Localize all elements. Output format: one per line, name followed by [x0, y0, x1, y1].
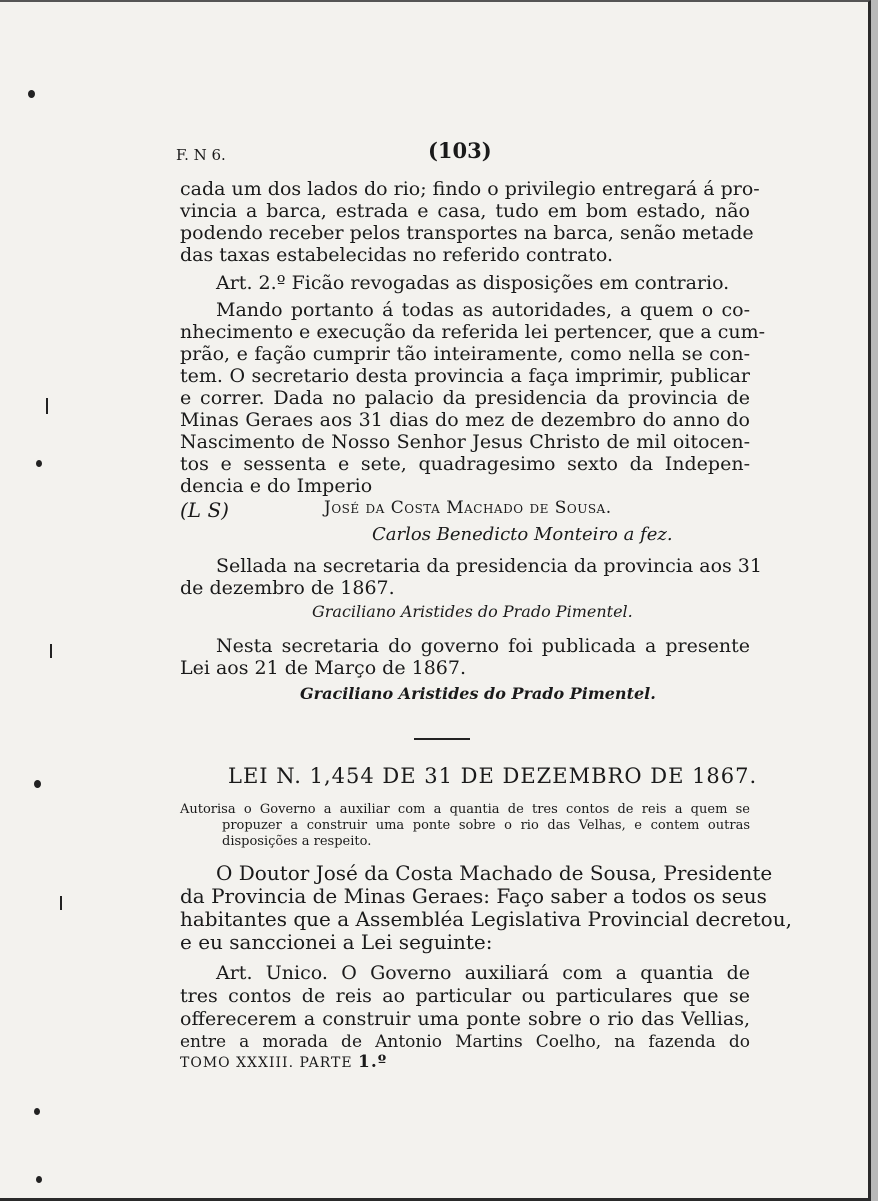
signatory-name: José da Costa Machado de Sousa. — [324, 498, 612, 518]
law-summary-line: disposições a respeito. — [222, 834, 372, 849]
text-line: vincia a barca, estrada e casa, tudo em bom estado, não — [180, 200, 750, 222]
text-line: dencia e do Imperio — [180, 475, 373, 497]
volume-footer — [180, 1052, 387, 1072]
article-2: Art. 2.º Ficão revogadas as disposições em contrario. — [216, 272, 730, 294]
text-line: offerecerem a construir uma ponte sobre o rio das Vellias, — [180, 1008, 750, 1030]
law-title: LEI N. 1,454 DE 31 DE DEZEMBRO DE 1867. — [228, 764, 758, 788]
text-line: Mando portanto á todas as autoridades, a quem o co- — [216, 299, 750, 321]
scan-speck — [28, 90, 35, 98]
scan-speck — [36, 460, 42, 467]
text-line: Nesta secretaria do governo foi publicada a presente — [216, 635, 750, 657]
clerk-note: Carlos Benedicto Monteiro a fez. — [372, 524, 673, 545]
text-line: Minas Geraes aos 31 dias do mez de dezembro do anno do — [180, 409, 750, 431]
text-line: habitantes que a Assembléa Legislativa Provincial decretou, — [180, 907, 792, 931]
text-line: tres contos de reis ao particular ou particulares que se — [180, 985, 750, 1007]
volume-label: TOMO XXXIII. PARTE — [180, 1055, 353, 1071]
margin-mark — [60, 896, 62, 910]
scan-speck — [34, 780, 41, 788]
section-divider — [414, 738, 470, 740]
law-summary-line: Autorisa o Governo a auxiliar com a quantia de tres contos de reis a quem se — [180, 802, 750, 817]
scan-speck — [36, 1176, 42, 1183]
text-line: e correr. Dada no palacio da presidencia da provincia de — [180, 387, 750, 409]
text-line: Lei aos 21 de Março de 1867. — [180, 657, 467, 679]
text-line: Nascimento de Nosso Senhor Jesus Christo de mil oitocen- — [180, 431, 750, 453]
scan-speck — [34, 1108, 40, 1115]
text-line: entre a morada de Antonio Martins Coelho, na fazenda do — [180, 1032, 750, 1052]
text-line: tos e sessenta e sete, quadragesimo sexto da Indepen- — [180, 453, 750, 475]
text-line: O Doutor José da Costa Machado de Sousa, Presidente — [216, 861, 773, 885]
text-line: e eu sanccionei a Lei seguinte: — [180, 930, 493, 954]
signature-mark: F. N 6. — [176, 146, 226, 164]
part-number: 1.º — [358, 1052, 388, 1072]
page-number: (103) — [428, 138, 492, 163]
text-line: de dezembro de 1867. — [180, 577, 395, 599]
text-line: Sellada na secretaria da presidencia da provincia aos 31 — [216, 555, 762, 577]
text-line: prão, e fação cumprir tão inteiramente, como nella se con- — [180, 343, 750, 365]
text-line: da Provincia de Minas Geraes: Faço saber a todos os seus — [180, 884, 767, 908]
text-line: podendo receber pelos transportes na barca, senão metade — [180, 222, 754, 244]
seal-mark: (L S) — [180, 498, 229, 522]
text-line: Art. Unico. O Governo auxiliará com a quantia de — [216, 962, 750, 984]
signature-line: Graciliano Aristides do Prado Pimentel. — [300, 684, 656, 703]
margin-mark — [50, 644, 52, 658]
signature-line: Graciliano Aristides do Prado Pimentel. — [312, 602, 633, 621]
margin-mark — [46, 398, 48, 414]
text-line: das taxas estabelecidas no referido contrato. — [180, 244, 614, 266]
text-line: cada um dos lados do rio; findo o privilegio entregará á pro- — [180, 178, 760, 200]
text-line: tem. O secretario desta provincia a faça imprimir, publicar — [180, 365, 750, 387]
text-line: nhecimento e execução da referida lei pertencer, que a cum- — [180, 321, 766, 343]
law-summary-line: propuzer a construir uma ponte sobre o rio das Velhas, e contem outras — [222, 818, 750, 833]
